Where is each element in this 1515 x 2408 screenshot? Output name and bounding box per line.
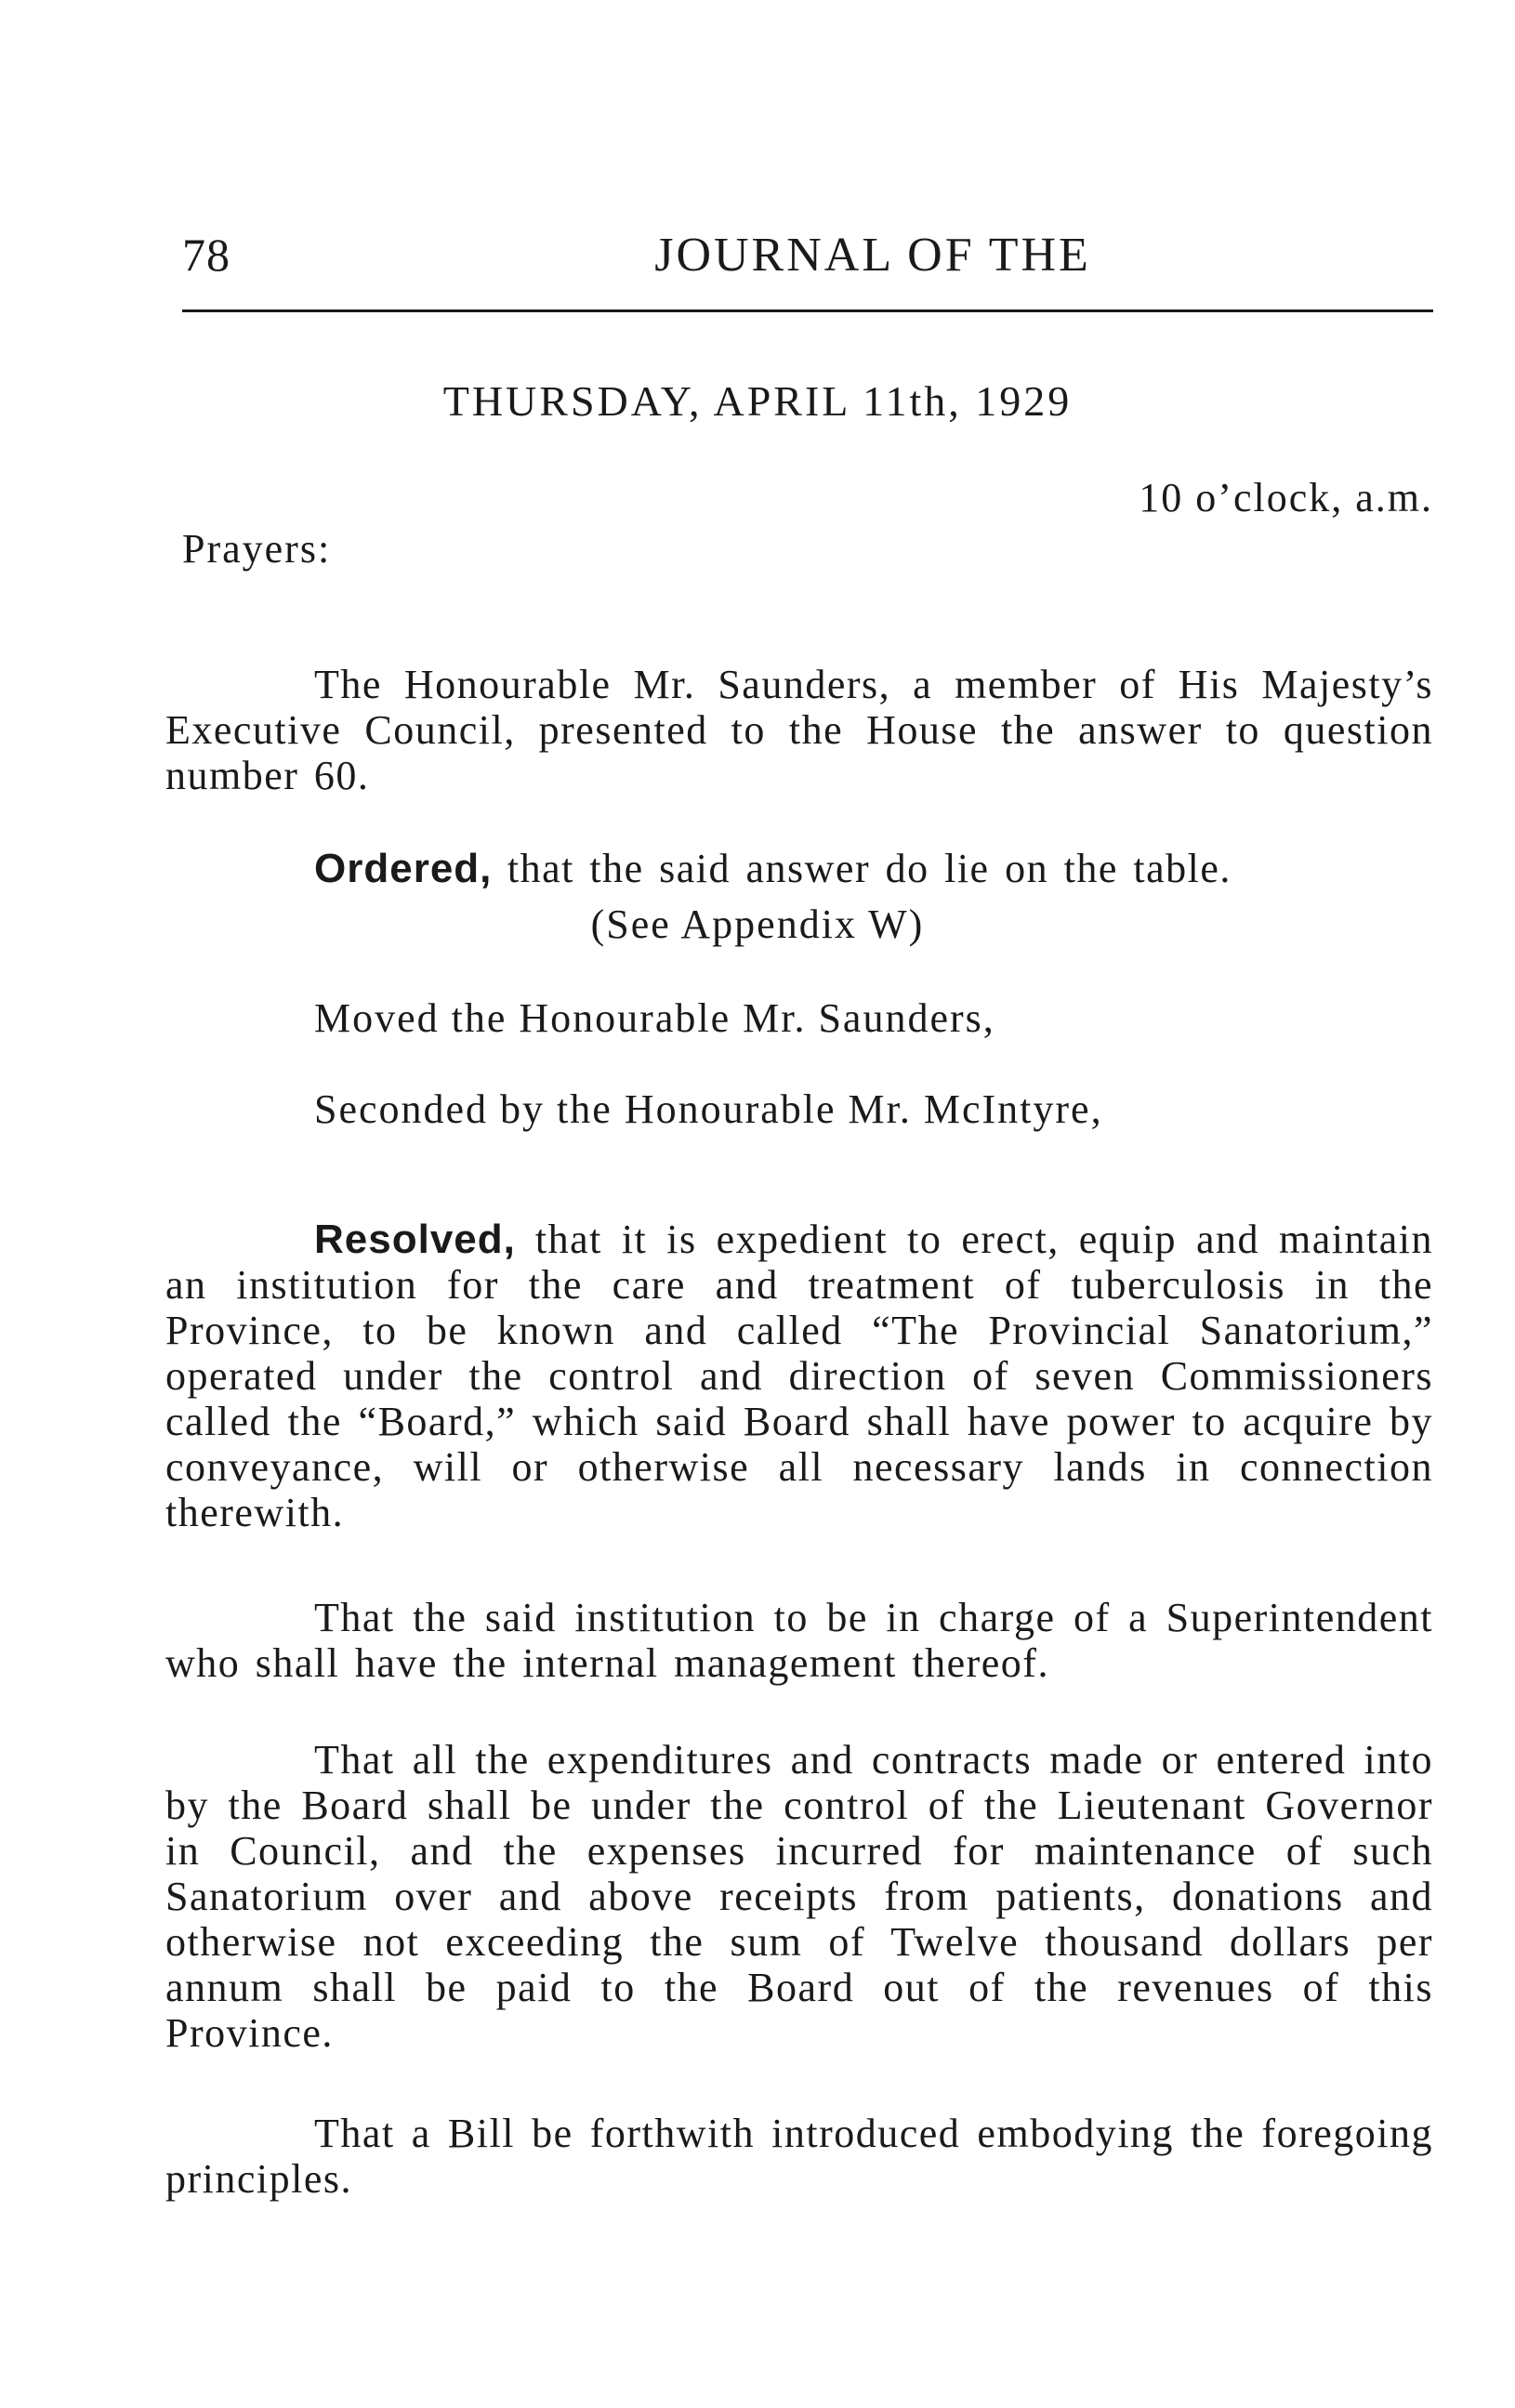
paragraph-resolved [165, 1217, 1433, 1535]
prayers-label: Prayers: [182, 526, 332, 572]
resolved-label: Resolved, [314, 1217, 516, 1262]
paragraph-superintendent: That the said institution to be in charge of a Superintendent who shall have the internal management thereof. [165, 1595, 1433, 1686]
page-number: 78 [182, 229, 231, 281]
seconded-line: Seconded by the Honourable Mr. McIntyre, [314, 1086, 1103, 1132]
appendix-reference: (See Appendix W) [590, 901, 925, 947]
running-head: JOURNAL OF THE [654, 229, 1091, 282]
paragraph-ordered [165, 846, 1433, 891]
moved-line: Moved the Honourable Mr. Saunders, [314, 995, 995, 1041]
resolved-text: that it is expedient to erect, equip and maintain an institution for the care and treatment of tuberculosis in the Province, to be known and called “The Provincial Sanatorium,” operated under the control and direction of seven Commissioners called the “Board,” which said Board shall have power to acquire by conveyance, will or otherwise all necessary lands in connection therewith. [165, 1217, 1433, 1535]
header-rule [182, 309, 1433, 312]
page-header [182, 228, 1433, 293]
sitting-date: THURSDAY, APRIL 11th, 1929 [442, 377, 1073, 425]
paragraph-presented: The Honourable Mr. Saunders, a member of His Majesty’s Executive Council, presented to the House the answer to question number 60. [165, 662, 1433, 798]
ordered-text: that the said answer do lie on the table. [492, 846, 1232, 891]
paragraph-expenditures: That all the expenditures and contracts made or entered into by the Board shall be under the control of the Lieutenant Governor in Council, and the expenses incurred for maintenance of such Sanatorium over and above receipts from patients, donations and otherwise not exceeding the sum of Twelve thousand dollars per annum shall be paid to the Board out of the revenues of this Province. [165, 1737, 1433, 2056]
ordered-label: Ordered, [314, 846, 493, 891]
sitting-time: 10 o’clock, a.m. [1139, 475, 1433, 520]
paragraph-bill: That a Bill be forthwith introduced embodying the foregoing principles. [165, 2111, 1433, 2202]
